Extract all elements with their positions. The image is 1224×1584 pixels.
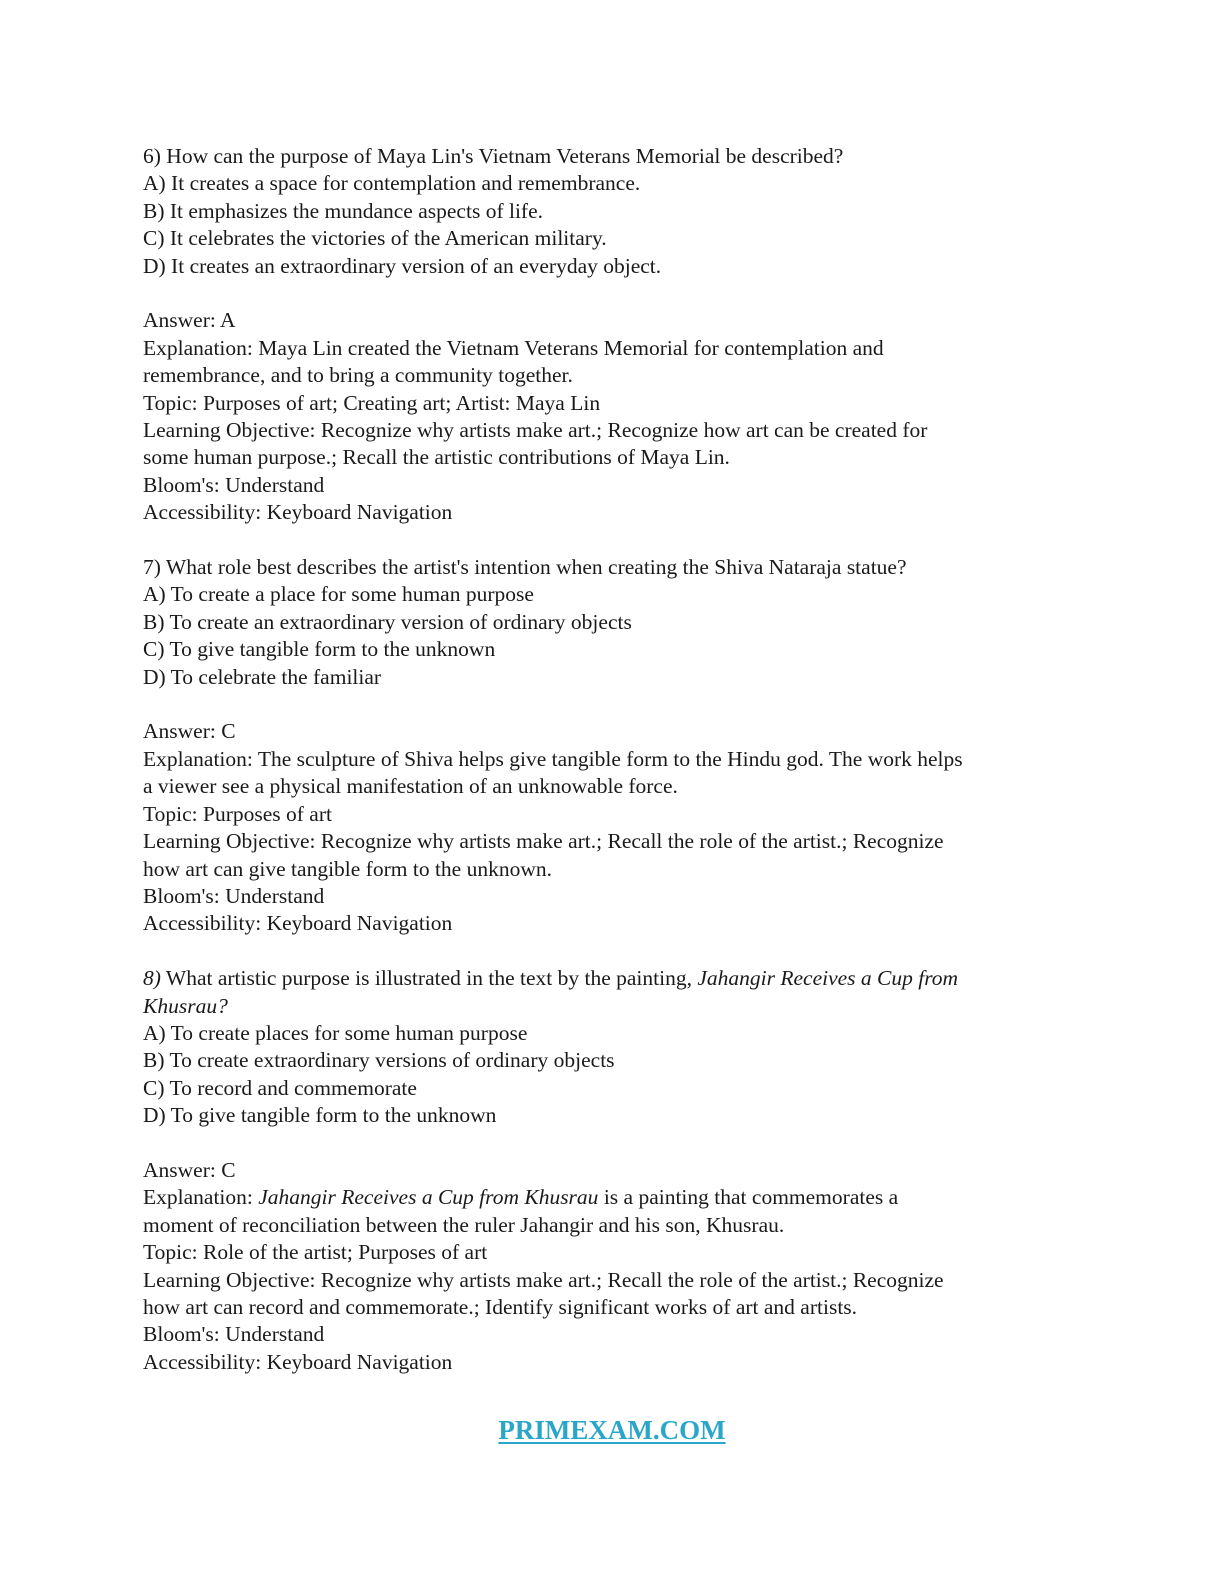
learning-objective: Learning Objective: Recognize why artists make art.; Recognize how art can be created for <box>143 418 928 443</box>
learning-objective-continued: how art can give tangible form to the unknown. <box>143 856 552 881</box>
answer-option: A) To create places for some human purpose <box>143 1020 528 1045</box>
question-number: 8) <box>143 966 161 991</box>
explanation-continued: a viewer see a physical manifestation of an unknowable force. <box>143 774 678 799</box>
artwork-title-continued: Khusrau? <box>143 993 228 1018</box>
explanation: Explanation: Maya Lin created the Vietnam Veterans Memorial for contemplation and <box>143 335 884 360</box>
question-stem <box>143 965 1083 992</box>
accessibility: Accessibility: Keyboard Navigation <box>143 911 453 936</box>
answer-option: B) It emphasizes the mundance aspects of life. <box>143 198 543 223</box>
question-text: How can the purpose of Maya Lin's Vietnam Veterans Memorial be described? <box>166 144 844 168</box>
spacer <box>143 691 1083 718</box>
spacer <box>143 1130 1083 1157</box>
answer-option: D) To give tangible form to the unknown <box>143 1103 497 1128</box>
spacer <box>143 527 1083 554</box>
answer-option: B) To create an extraordinary version of ordinary objects <box>143 609 632 634</box>
artwork-title: Jahangir Receives a Cup from Khusrau <box>258 1185 599 1210</box>
accessibility: Accessibility: Keyboard Navigation <box>143 1349 453 1374</box>
artwork-title: Jahangir Receives a Cup from <box>697 966 959 991</box>
question-text: What artistic purpose is illustrated in the text by the painting, <box>165 966 698 991</box>
question-block <box>143 143 1083 527</box>
question-block <box>143 965 1083 1376</box>
answer-option: D) It creates an extraordinary version of an everyday object. <box>143 253 662 278</box>
topic: Topic: Purposes of art <box>143 801 332 826</box>
learning-objective-continued: some human purpose.; Recall the artistic contributions of Maya Lin. <box>143 445 730 470</box>
learning-objective: Learning Objective: Recognize why artists make art.; Recall the role of the artist.; Recognize <box>143 1267 944 1292</box>
accessibility: Accessibility: Keyboard Navigation <box>143 500 453 525</box>
answer-option: C) It celebrates the victories of the American military. <box>143 226 607 251</box>
footer <box>0 1414 1224 1446</box>
answer-key: Answer: C <box>143 1157 236 1182</box>
learning-objective: Learning Objective: Recognize why artists make art.; Recall the role of the artist.; Recognize <box>143 829 944 854</box>
answer-option: C) To record and commemorate <box>143 1075 417 1100</box>
explanation <box>143 1184 1083 1211</box>
topic: Topic: Purposes of art; Creating art; Artist: Maya Lin <box>143 390 601 415</box>
answer-option: D) To celebrate the familiar <box>143 664 382 689</box>
question-stem <box>143 143 1083 170</box>
question-number: 7) <box>143 555 161 580</box>
explanation-continued: moment of reconciliation between the ruler Jahangir and his son, Khusrau. <box>143 1212 785 1237</box>
explanation-continued: remembrance, and to bring a community together. <box>143 363 573 388</box>
answer-option: A) To create a place for some human purpose <box>143 582 534 607</box>
spacer <box>143 280 1083 307</box>
blooms-level: Bloom's: Understand <box>143 472 325 497</box>
explanation-label: Explanation: <box>143 1185 259 1210</box>
spacer <box>143 938 1083 965</box>
answer-key: Answer: A <box>143 308 236 333</box>
question-text: What role best describes the artist's intention when creating the Shiva Nataraja statue? <box>165 555 907 580</box>
explanation-text: is a painting that commemorates a <box>598 1185 899 1210</box>
question-block <box>143 554 1083 938</box>
explanation: Explanation: The sculpture of Shiva helps give tangible form to the Hindu god. The work helps <box>143 746 963 771</box>
blooms-level: Bloom's: Understand <box>143 883 325 908</box>
blooms-level: Bloom's: Understand <box>143 1322 325 1347</box>
answer-option: B) To create extraordinary versions of ordinary objects <box>143 1048 615 1073</box>
answer-option: A) It creates a space for contemplation and remembrance. <box>143 171 641 196</box>
question-number: 6) <box>143 144 161 168</box>
answer-option: C) To give tangible form to the unknown <box>143 637 496 662</box>
learning-objective-continued: how art can record and commemorate.; Identify significant works of art and artists. <box>143 1294 858 1319</box>
primexam-link[interactable]: PRIMEXAM.COM <box>498 1415 726 1445</box>
topic: Topic: Role of the artist; Purposes of art <box>143 1240 488 1265</box>
document-body <box>143 143 1083 1376</box>
answer-key: Answer: C <box>143 719 236 744</box>
question-stem <box>143 554 1083 581</box>
